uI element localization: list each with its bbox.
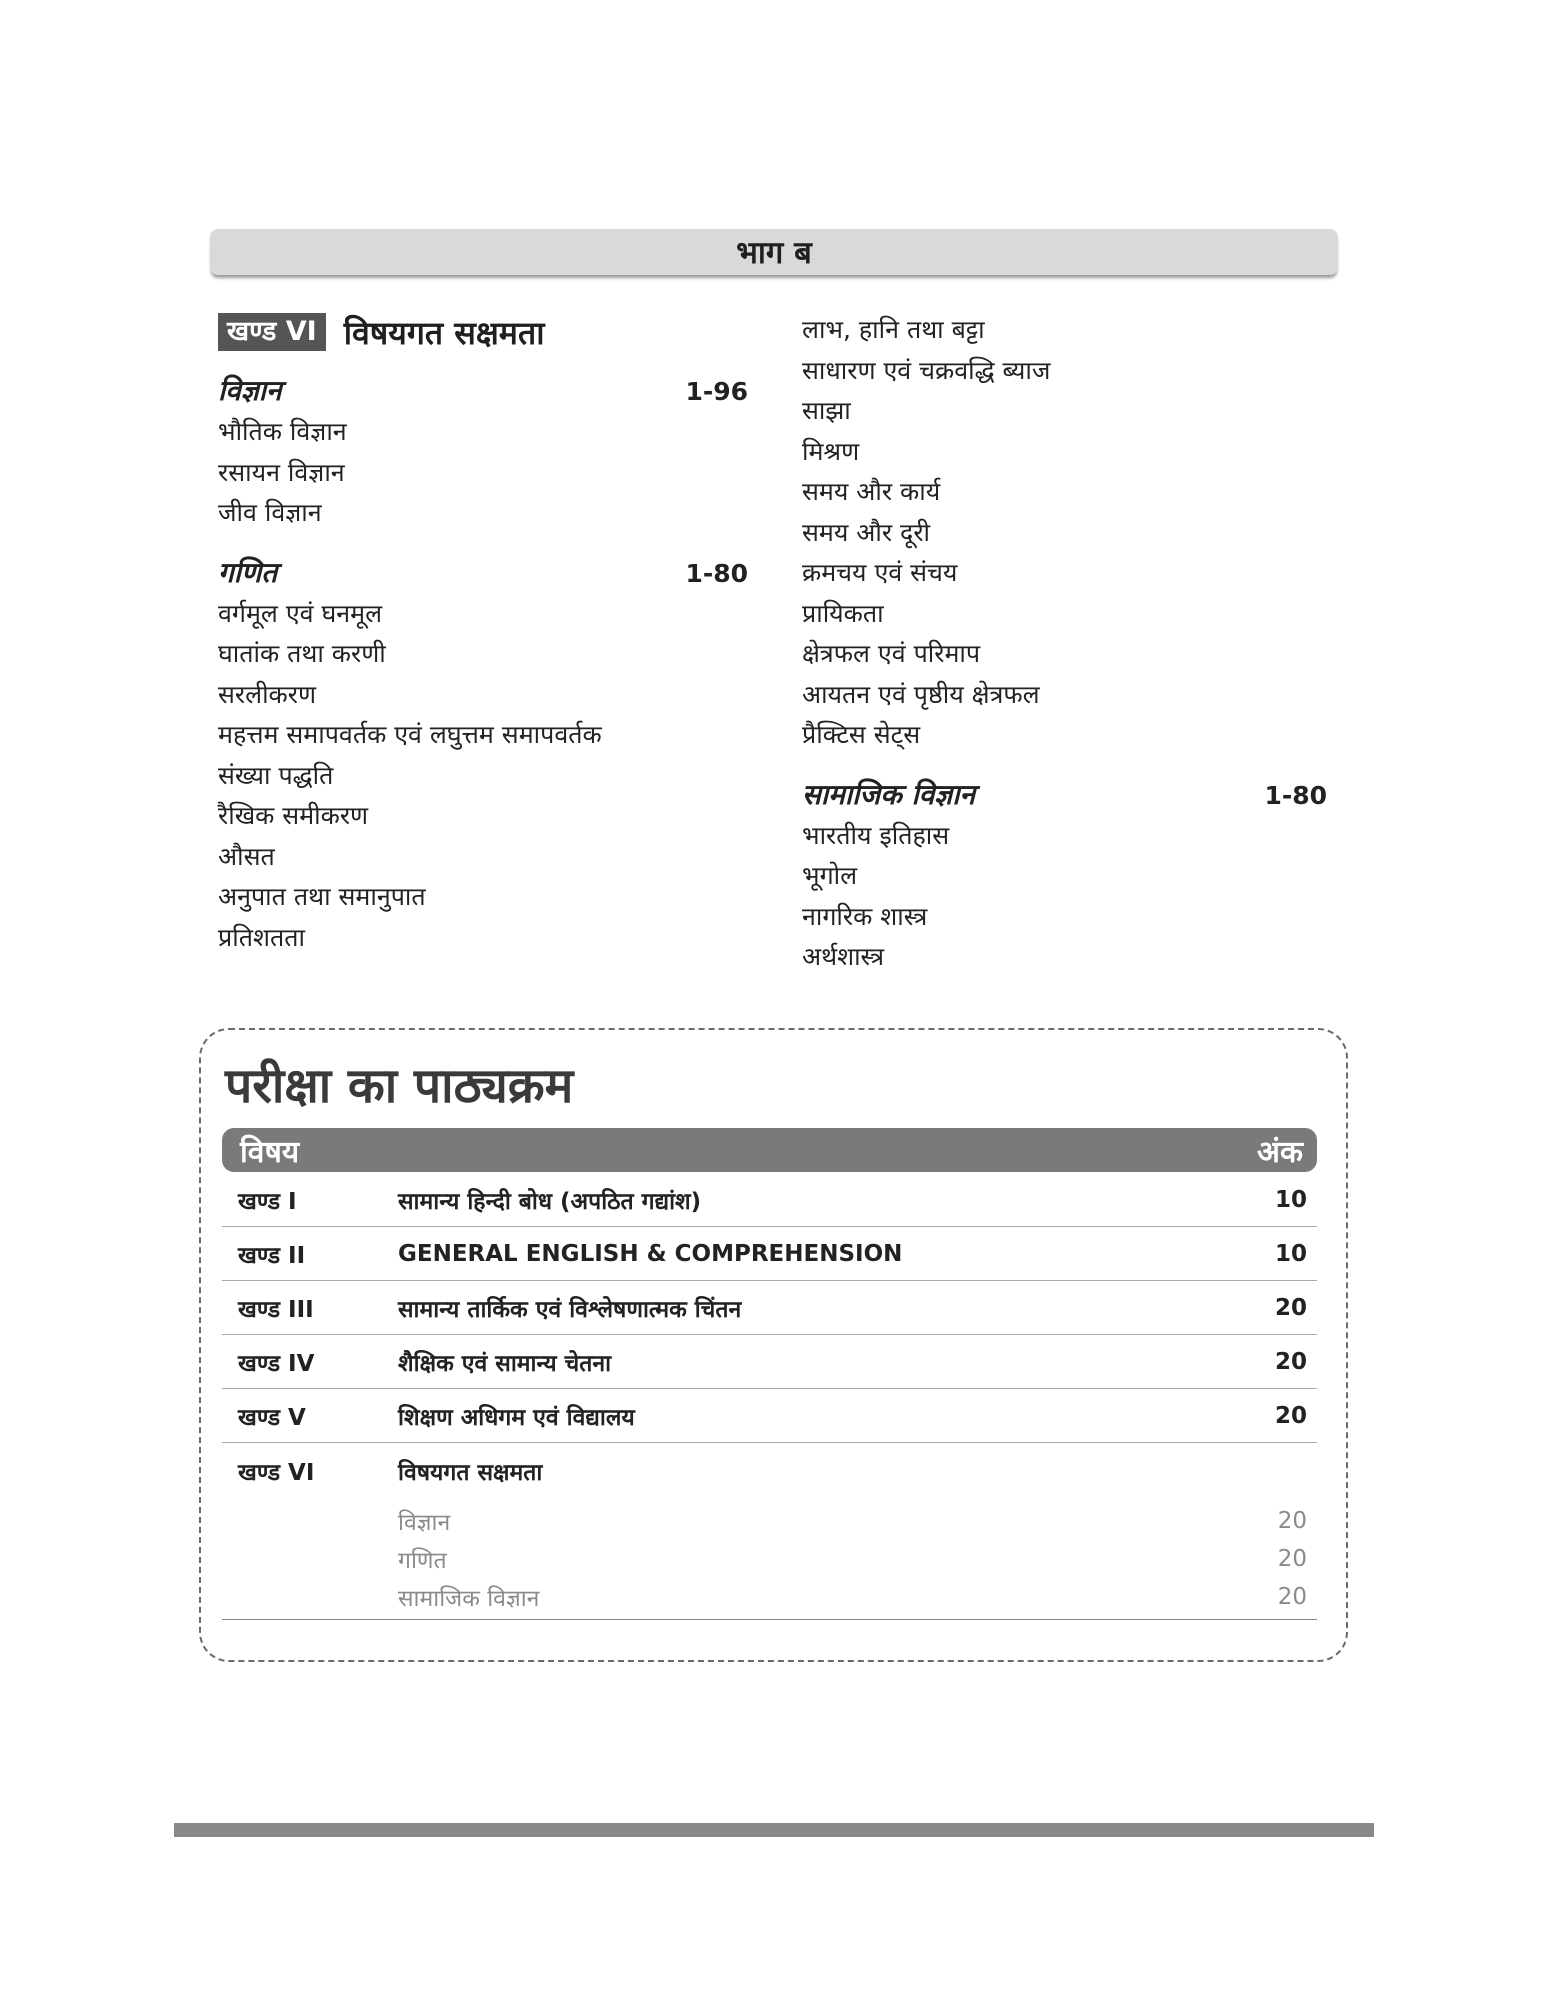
row-subject: सामान्य हिन्दी बोध (अपठित गद्यांश) bbox=[398, 1189, 702, 1215]
subject-pages: 1-80 bbox=[1264, 780, 1327, 810]
section-title: विषयगत सक्षमता bbox=[343, 313, 545, 352]
topic-item: भूगोल bbox=[802, 861, 858, 890]
row-section: खण्ड II bbox=[238, 1243, 306, 1269]
row-marks: 10 bbox=[1274, 1187, 1307, 1213]
topic-item: भारतीय इतिहास bbox=[802, 820, 950, 850]
sub-row-marks: 20 bbox=[1277, 1584, 1307, 1610]
table-bottom-rule bbox=[222, 1619, 1317, 1620]
topic-item: नागरिक शास्त्र bbox=[802, 901, 928, 931]
row-section: खण्ड VI bbox=[238, 1459, 315, 1486]
topic-item: रसायन विज्ञान bbox=[218, 457, 345, 487]
topic-item: भौतिक विज्ञान bbox=[218, 417, 347, 446]
topic-item: अर्थशास्त्र bbox=[802, 942, 885, 971]
syllabus-table-header bbox=[222, 1128, 1317, 1172]
topic-item: औसत bbox=[218, 841, 275, 871]
sub-row bbox=[222, 1502, 1317, 1540]
table-row bbox=[222, 1174, 1317, 1227]
topic-item: रैखिक समीकरण bbox=[218, 801, 369, 830]
sub-row-marks: 20 bbox=[1277, 1546, 1307, 1572]
subject-name: सामाजिक विज्ञान bbox=[802, 777, 976, 811]
subject-heading-social-science bbox=[802, 774, 1327, 816]
topic-item: सरलीकरण bbox=[218, 679, 317, 709]
row-marks: 20 bbox=[1274, 1403, 1307, 1429]
topic-item: समय और कार्य bbox=[802, 477, 941, 506]
contents-left-column bbox=[218, 310, 748, 958]
row-section: खण्ड III bbox=[238, 1297, 314, 1323]
topic-item: क्षेत्रफल एवं परिमाप bbox=[802, 639, 981, 668]
topic-item: प्रायिकता bbox=[802, 598, 884, 628]
topic-item: आयतन एवं पृष्ठीय क्षेत्रफल bbox=[802, 679, 1040, 709]
subject-name: गणित bbox=[218, 555, 278, 589]
row-subject: शिक्षण अधिगम एवं विद्यालय bbox=[398, 1405, 635, 1431]
subject-heading-math bbox=[218, 552, 748, 594]
sub-row-subject: गणित bbox=[398, 1548, 447, 1574]
topic-item: वर्गमूल एवं घनमूल bbox=[218, 598, 383, 628]
section-heading bbox=[218, 310, 748, 354]
topic-item: संख्या पद्धति bbox=[218, 760, 334, 790]
subject-name: विज्ञान bbox=[218, 374, 282, 407]
row-marks: 20 bbox=[1274, 1349, 1307, 1375]
part-heading-banner bbox=[210, 229, 1338, 275]
topic-item: साधारण एवं चक्रवद्धि ब्याज bbox=[802, 355, 1051, 385]
table-row bbox=[222, 1282, 1317, 1335]
subject-pages: 1-96 bbox=[685, 377, 748, 406]
sub-row-subject: सामाजिक विज्ञान bbox=[398, 1586, 540, 1612]
header-marks: अंक bbox=[1257, 1134, 1303, 1170]
topic-item: महत्तम समापवर्तक एवं लघुत्तम समापवर्तक bbox=[218, 720, 602, 749]
row-section: खण्ड I bbox=[238, 1189, 297, 1215]
sub-row-subject: विज्ञान bbox=[398, 1510, 451, 1536]
row-subject: सामान्य तार्किक एवं विश्लेषणात्मक चिंतन bbox=[398, 1297, 742, 1323]
sub-row bbox=[222, 1578, 1317, 1616]
row-subject: शैक्षिक एवं सामान्य चेतना bbox=[398, 1351, 612, 1377]
section-tag: खण्ड VI bbox=[218, 313, 326, 351]
table-row bbox=[222, 1336, 1317, 1389]
topic-item: साझा bbox=[802, 396, 851, 425]
contents-right-column bbox=[802, 310, 1327, 978]
syllabus-title: परीक्षा का पाठ्यक्रम bbox=[225, 1058, 574, 1114]
topic-item: अनुपात तथा समानुपात bbox=[218, 882, 426, 911]
row-marks: 10 bbox=[1274, 1241, 1307, 1267]
table-row bbox=[222, 1228, 1317, 1281]
topic-item: क्रमचय एवं संचय bbox=[802, 558, 958, 587]
row-marks: 20 bbox=[1274, 1295, 1307, 1321]
topic-item: लाभ, हानि तथा बट्टा bbox=[802, 315, 985, 344]
sub-row bbox=[222, 1540, 1317, 1578]
sub-row-marks: 20 bbox=[1277, 1508, 1307, 1534]
header-subject: विषय bbox=[240, 1134, 300, 1170]
part-heading: भाग ब bbox=[736, 235, 812, 271]
table-row bbox=[222, 1390, 1317, 1443]
topic-item: प्रतिशतता bbox=[218, 922, 305, 952]
row-subject: विषयगत सक्षमता bbox=[398, 1459, 543, 1486]
topic-item: समय और दूरी bbox=[802, 517, 931, 547]
table-row bbox=[222, 1444, 1317, 1497]
topic-item: प्रैक्टिस सेट्स bbox=[802, 720, 921, 749]
subject-heading-science bbox=[218, 370, 748, 412]
topic-item: जीव विज्ञान bbox=[218, 498, 322, 527]
row-subject: GENERAL ENGLISH & COMPREHENSION bbox=[398, 1241, 903, 1267]
row-section: खण्ड V bbox=[238, 1405, 306, 1431]
topic-item: मिश्रण bbox=[802, 436, 860, 466]
footer-bar bbox=[174, 1823, 1374, 1837]
topic-item: घातांक तथा करणी bbox=[218, 639, 386, 668]
row-section: खण्ड IV bbox=[238, 1351, 315, 1377]
subject-pages: 1-80 bbox=[685, 558, 748, 588]
